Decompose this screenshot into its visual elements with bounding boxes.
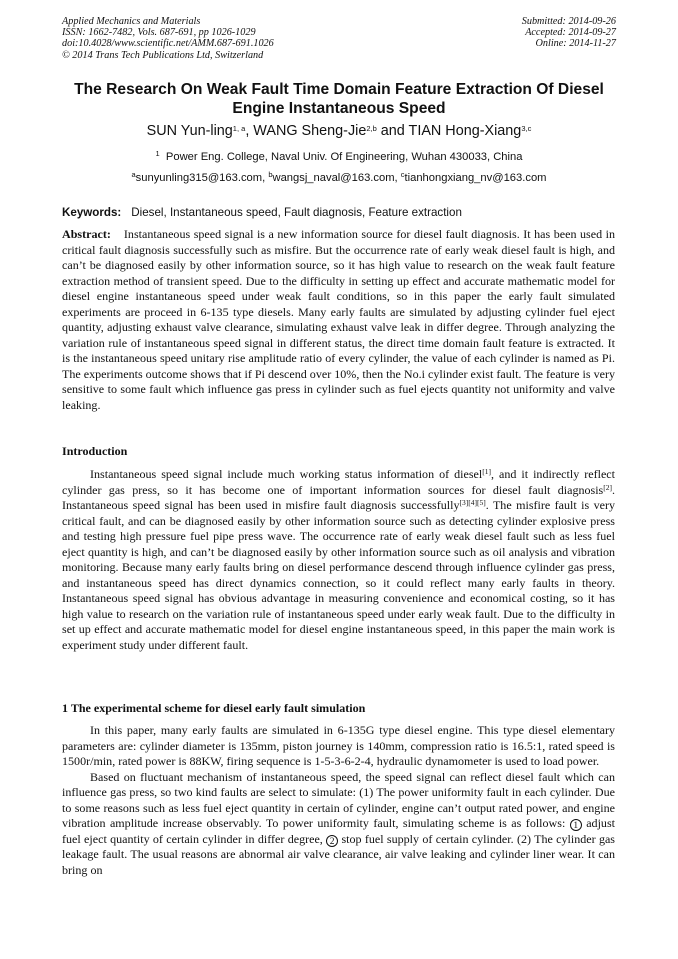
author-2-affil: 2,b <box>366 124 377 133</box>
journal-doi: doi:10.4028/www.scientific.net/AMM.687-691.1026 <box>62 38 274 50</box>
affiliation <box>40 150 638 164</box>
author-3-affil: 3,c <box>521 124 532 133</box>
author-1: SUN Yun-ling <box>146 123 233 139</box>
intro-text-2: , and it indirectly reflect cylinder gas press, so it has become one of important information sources for diesel fault diagnosis <box>62 467 615 497</box>
section-1-paragraph-1: In this paper, many early faults are simulated in 6-135G type diesel engine. This type diesel elementary parameters are: cylinder diameter is 135mm, piston journey is 140mm, compression ratio is 16.5:1, rated speed is 1500r/min, rated power is 88KW, firing sequence is 1-5-3-6-2-4, hydraulic dynamometer is used to load power. <box>62 723 615 769</box>
keywords-label: Keywords: <box>62 206 122 219</box>
section-1-text-a: Based on fluctuant mechanism of instantaneous speed, the speed signal can reflect diesel fault which can influence gas press, so two kind faults are select to simulate: (1) The power uniformity fault in each cylinder. Due to some reasons such as less fuel eject quantity in certain of cylinder, engine can’t output rated power, and engine vibration amplitude increase observably. To power uniformity fault, simulating scheme is as follows: <box>62 769 615 831</box>
citation-3: [3][4][5] <box>459 498 486 508</box>
section-1-heading: 1 The experimental scheme for diesel early fault simulation <box>62 701 366 715</box>
keywords-text: Diesel, Instantaneous speed, Fault diagnosis, Feature extraction <box>131 206 462 219</box>
email-c: tianhongxiang_nv@163.com <box>404 172 547 184</box>
email-b: wangsj_naval@163.com, <box>272 172 401 184</box>
author-3: and TIAN Hong-Xiang <box>376 123 522 139</box>
intro-text-3: . Instantaneous speed signal has been used in misfire fault diagnosis successfully <box>62 482 615 513</box>
citation-2: [2] <box>603 482 612 492</box>
author-1-affil: 1, a <box>232 124 246 133</box>
affiliation-marker: 1 <box>155 149 160 158</box>
email-marker-a: a <box>131 170 136 179</box>
introduction-body <box>62 467 615 654</box>
section-1-text-b: adjust fuel eject quantity of certain cylinder in differ degree, <box>62 816 615 846</box>
author-2: , WANG Sheng-Jie <box>245 123 367 139</box>
abstract <box>62 227 615 414</box>
email-a: sunyunling315@163.com, <box>135 172 269 184</box>
section-1-body <box>62 723 615 878</box>
email-marker-b: b <box>268 170 273 179</box>
keywords <box>62 206 462 220</box>
introduction-heading: Introduction <box>62 444 128 458</box>
intro-text-4: . The misfire fault is very critical fault, and can be diagnosed easily by other information source such as detecting cylinder explosive press and testing high pressure fuel pipe press wave. The occurrence rate of early weak diesel fault such as less fuel eject quantity is high, and can’t be diagnosed easily by other information source such as oil analysis and vibration monitoring. Because many early faults bring on diesel performance descend through influence cylinder gas press, and instantaneous speed has direct dynamics connection, so it could reflect many early faults in theory. Instantaneous speed signal has obvious advantage in measuring convenience and economical costing, so it has high value to research on the variation rule of instantaneous speed under early weak fault. Due to the difficulty in set up effect and accurate mathematic model for diesel engine instantaneous speed, in this paper the main work is experiment study under different fault. <box>62 498 615 653</box>
journal-issn: ISSN: 1662-7482, Vols. 687-691, pp 1026-1029 <box>62 27 256 39</box>
title-line-1: The Research On Weak Fault Time Domain Feature Extraction Of Diesel <box>74 81 604 98</box>
intro-text-1: Instantaneous speed signal include much working status information of diesel <box>90 467 483 481</box>
email-marker-c: c <box>400 170 405 179</box>
journal-name: Applied Mechanics and Materials <box>62 16 201 27</box>
paper-title <box>40 80 638 118</box>
circled-number-1: 1 <box>570 819 582 831</box>
abstract-label: Abstract: <box>62 227 111 241</box>
author-emails <box>40 171 638 185</box>
submission-dates <box>522 16 616 50</box>
affiliation-text: Power Eng. College, Naval Univ. Of Engineering, Wuhan 430033, China <box>165 151 523 163</box>
abstract-text: Instantaneous speed signal is a new information source for diesel fault diagnosis. It has been used in critical fault diagnosis successfully such as misfire. But the occurrence rate of early weak diesel fault is high, and can’t be diagnosed easily by other information source, so it has high value to research on the weak fault feature extraction method of transient speed. Due to the difficulty in setting up effect and accurate mathematic model for diesel engine instantaneous speed under weak fault conditions, so in this paper the early fault simulated experiments are proceed in 6-135 type diesels. Many early faults are simulated by adjusting cylinder fuel eject quantity, adjusting exhaust valve clearance, simulating exhaust valve leak in differ degree. Through analyzing the variation rule of instantaneous speed signal in different status, the direct time domain fault feature is extracted. It is the instantaneous speed unitary rise amplitude ratio of every cylinder, the value of each cylinder is named as Pi. The experiments outcome shows that if Pi descend over 10%, then the No.i cylinder exist fault. The feature is very sensitive to some fault which influence gas press in cylinder such as fuel ejects quantity not uniformity and valve leaking. <box>62 227 615 413</box>
author-list <box>40 122 638 140</box>
journal-info <box>62 16 274 61</box>
section-1-text-c: stop fuel supply of certain cylinder. (2) The cylinder gas leakage fault. The usual reasons are abnormal air valve clearance, air valve leaking and cylinder liner wear. It can bring on <box>62 831 615 877</box>
citation-1: [1] <box>482 467 491 476</box>
section-1-paragraph-2 <box>62 770 615 879</box>
journal-copyright: © 2014 Trans Tech Publications Ltd, Switzerland <box>62 49 264 61</box>
accepted-date: Accepted: 2014-09-27 <box>525 27 616 39</box>
online-date: Online: 2014-11-27 <box>535 38 616 50</box>
submitted-date: Submitted: 2014-09-26 <box>521 16 616 27</box>
circled-number-2: 2 <box>326 835 338 847</box>
title-line-2: Engine Instantaneous Speed <box>232 100 446 117</box>
